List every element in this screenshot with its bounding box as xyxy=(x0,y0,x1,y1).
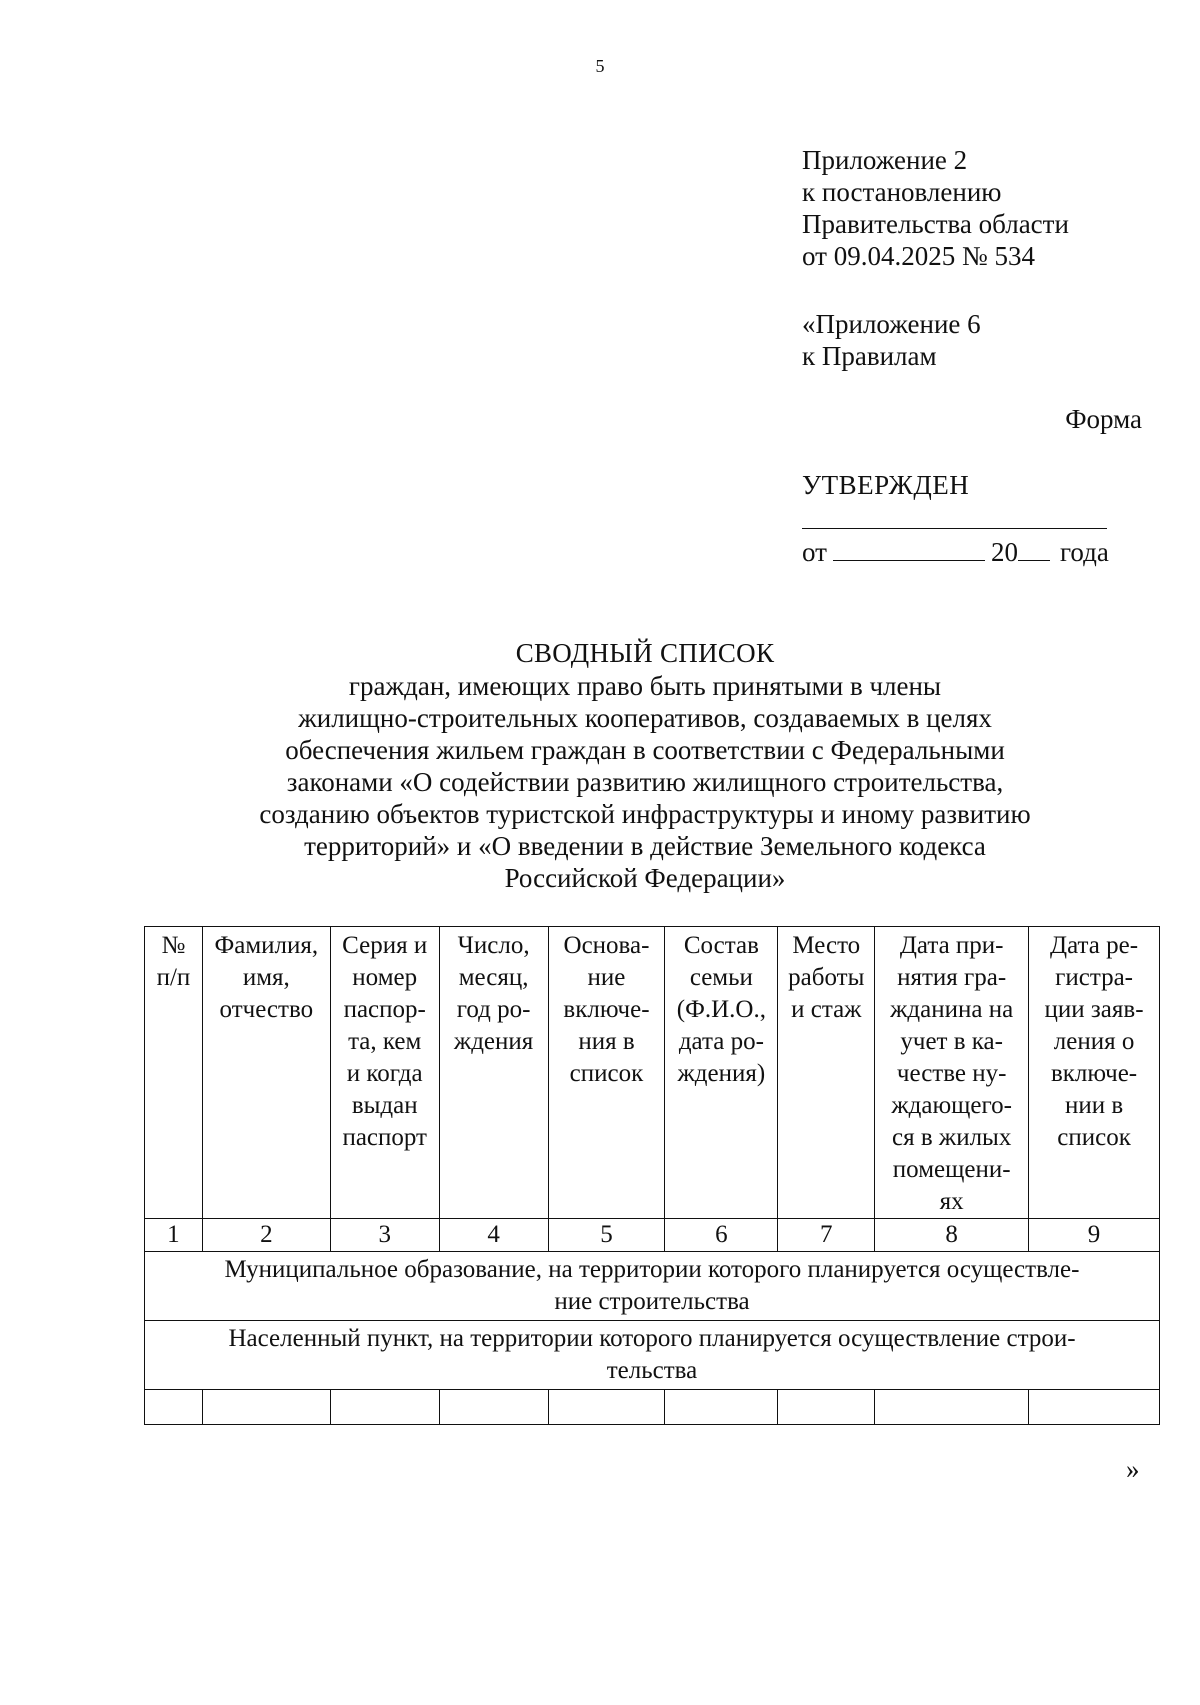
appendix-line: к постановлению xyxy=(802,177,1002,207)
column-number: 6 xyxy=(665,1219,778,1252)
column-number: 9 xyxy=(1029,1219,1160,1252)
appendix-line: Правительства области xyxy=(802,209,1069,239)
column-number: 3 xyxy=(330,1219,439,1252)
column-number: 1 xyxy=(145,1219,203,1252)
settlement-row xyxy=(145,1321,1160,1390)
header-cell-registration-date: Дата при- нятия гра- жданина на учет в ка- честве ну- ждающего- ся в жилых помещени- ях xyxy=(875,927,1029,1219)
municipality-cell: Муниципальное образование, на территории которого планируется осуществле- ние строительства xyxy=(145,1252,1160,1321)
document-subtitle xyxy=(0,670,1200,894)
date-from-label: от xyxy=(802,537,827,567)
rules-appendix-heading xyxy=(802,308,981,372)
summary-list-table xyxy=(144,926,1160,1425)
header-cell-workplace: Место работы и стаж xyxy=(778,927,875,1219)
approval-date-line xyxy=(802,537,1109,568)
empty-cell xyxy=(665,1390,778,1425)
municipality-row xyxy=(145,1252,1160,1321)
empty-cell xyxy=(330,1390,439,1425)
page-number: 5 xyxy=(595,56,605,76)
closing-quote: » xyxy=(1126,1454,1140,1484)
form-label: Форма xyxy=(1065,404,1142,434)
empty-cell xyxy=(1029,1390,1160,1425)
rules-appendix-line: к Правилам xyxy=(802,341,937,371)
date-blank xyxy=(833,540,985,561)
appendix-line: от 09.04.2025 № 534 xyxy=(802,241,1035,271)
settlement-cell: Населенный пункт, на территории которого планируется осуществление строи- тельства xyxy=(145,1321,1160,1390)
title-block xyxy=(0,636,1200,894)
header-cell-full-name: Фамилия, имя, отчество xyxy=(202,927,330,1219)
column-number: 7 xyxy=(778,1219,875,1252)
column-number: 4 xyxy=(439,1219,548,1252)
column-number-row xyxy=(145,1219,1160,1252)
column-number: 2 xyxy=(202,1219,330,1252)
empty-cell xyxy=(875,1390,1029,1425)
approved-label: УТВЕРЖДЕН xyxy=(802,470,970,500)
appendix-line: Приложение 2 xyxy=(802,145,968,175)
subtitle-line: граждан, имеющих право быть принятыми в члены xyxy=(348,671,942,701)
subtitle-line: Российской Федерации» xyxy=(504,863,786,893)
header-cell-birth-date: Число, месяц, год ро- ждения xyxy=(439,927,548,1219)
empty-cell xyxy=(202,1390,330,1425)
empty-cell xyxy=(145,1390,203,1425)
empty-cell xyxy=(439,1390,548,1425)
table-header-row xyxy=(145,927,1160,1219)
year-suffix: года xyxy=(1059,537,1109,567)
empty-data-row xyxy=(145,1390,1160,1425)
subtitle-line: обеспечения жильем граждан в соответствии с Федеральными xyxy=(285,735,1005,765)
header-cell-inclusion-basis: Основа- ние включе- ния в список xyxy=(548,927,665,1219)
year-blank xyxy=(1018,540,1050,561)
column-number: 8 xyxy=(875,1219,1029,1252)
year-prefix: 20 xyxy=(990,537,1018,567)
header-cell-passport: Серия и номер паспор- та, кем и когда выдан паспорт xyxy=(330,927,439,1219)
appendix-heading xyxy=(802,144,1069,272)
header-cell-application-date: Дата ре- гистра- ции заяв- ления о включе- нии в список xyxy=(1029,927,1160,1219)
subtitle-line: жилищно-строительных кооперативов, создаваемых в целях xyxy=(298,703,992,733)
subtitle-line: территорий» и «О введении в действие Земельного кодекса xyxy=(304,831,986,861)
subtitle-line: созданию объектов туристской инфраструктуры и иному развитию xyxy=(259,799,1031,829)
header-cell-number: № п/п xyxy=(145,927,203,1219)
subtitle-line: законами «О содействии развитию жилищного строительства, xyxy=(286,767,1004,797)
header-cell-family: Состав семьи (Ф.И.О., дата ро- ждения) xyxy=(665,927,778,1219)
empty-cell xyxy=(778,1390,875,1425)
signature-line xyxy=(802,528,1107,529)
column-number: 5 xyxy=(548,1219,665,1252)
document-title: СВОДНЫЙ СПИСОК xyxy=(515,638,775,668)
rules-appendix-line: «Приложение 6 xyxy=(802,309,981,339)
empty-cell xyxy=(548,1390,665,1425)
